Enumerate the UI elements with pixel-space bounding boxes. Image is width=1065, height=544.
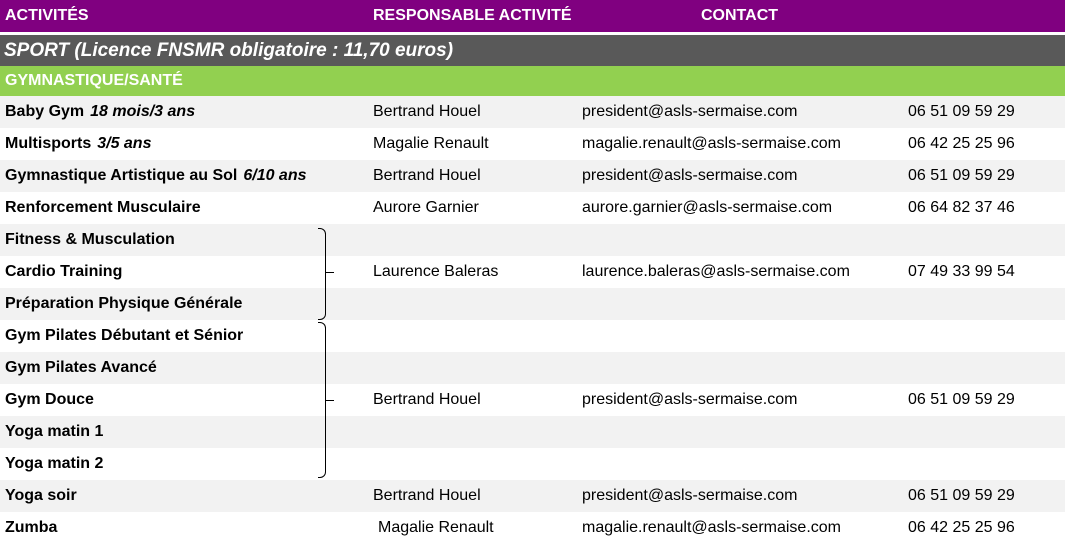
- activity-label: Cardio Training: [5, 263, 123, 280]
- contact-phone[interactable]: 06 42 25 25 96: [908, 519, 1015, 536]
- category-gymnastique: [0, 66, 1065, 96]
- contact-phone[interactable]: 06 51 09 59 29: [908, 487, 1015, 504]
- activity-name: [5, 103, 195, 121]
- activity-name: [5, 391, 100, 409]
- group-bracket-laurence-tick: [326, 272, 334, 273]
- activity-label: Yoga matin 2: [5, 455, 104, 472]
- table-row: [0, 160, 1065, 192]
- table-row: [0, 384, 1065, 416]
- responsable-name: Magalie Renault: [378, 519, 494, 536]
- table-row: [0, 256, 1065, 288]
- activity-name: [5, 359, 163, 377]
- activity-table: [0, 96, 1065, 544]
- activity-name: [5, 519, 63, 537]
- contact-email[interactable]: magalie.renault@asls-sermaise.com: [582, 135, 841, 152]
- table-row: [0, 448, 1065, 480]
- contact-phone[interactable]: 06 64 82 37 46: [908, 199, 1015, 216]
- activity-label: Yoga matin 1: [5, 423, 104, 440]
- category-title: GYMNASTIQUE/SANTÉ: [5, 72, 183, 89]
- contact-email[interactable]: magalie.renault@asls-sermaise.com: [582, 519, 841, 536]
- table-row: [0, 320, 1065, 352]
- activity-age: 18 mois/3 ans: [90, 103, 196, 120]
- activity-name: [5, 231, 181, 249]
- activity-name: [5, 327, 249, 345]
- activity-name: [5, 199, 207, 217]
- activity-label: Gym Pilates Avancé: [5, 359, 157, 376]
- group-bracket-bertrand: [318, 322, 326, 478]
- contact-phone[interactable]: 06 51 09 59 29: [908, 167, 1015, 184]
- responsable-name: Bertrand Houel: [373, 487, 481, 504]
- contact-email[interactable]: president@asls-sermaise.com: [582, 391, 798, 408]
- table-row: [0, 192, 1065, 224]
- responsable-name: Bertrand Houel: [373, 167, 481, 184]
- group-bracket-bertrand-tick: [326, 400, 334, 401]
- responsable-name: Bertrand Houel: [373, 391, 481, 408]
- activity-label: Yoga soir: [5, 487, 77, 504]
- contact-phone[interactable]: 06 51 09 59 29: [908, 391, 1015, 408]
- activity-label: Gym Pilates Débutant et Sénior: [5, 327, 244, 344]
- activity-label: Gymnastique Artistique au Sol: [5, 167, 238, 184]
- responsable-name: Laurence Baleras: [373, 263, 499, 280]
- activity-label: Multisports: [5, 135, 92, 152]
- table-row: [0, 512, 1065, 544]
- activity-name: [5, 487, 83, 505]
- table-row: [0, 288, 1065, 320]
- table-row: [0, 96, 1065, 128]
- header-contact: CONTACT: [701, 7, 779, 24]
- responsable-name: Bertrand Houel: [373, 103, 481, 120]
- table-row: [0, 352, 1065, 384]
- activity-name: [5, 135, 151, 153]
- responsable-name: Aurore Garnier: [373, 199, 479, 216]
- activity-name: [5, 167, 307, 185]
- contact-phone[interactable]: 06 42 25 25 96: [908, 135, 1015, 152]
- contact-email[interactable]: aurore.garnier@asls-sermaise.com: [582, 199, 833, 216]
- table-row: [0, 224, 1065, 256]
- header-responsable: RESPONSABLE ACTIVITÉ: [373, 7, 572, 24]
- contact-phone[interactable]: 06 51 09 59 29: [908, 103, 1015, 120]
- section-sport: [0, 35, 1065, 66]
- activity-name: [5, 263, 128, 281]
- table-row: [0, 128, 1065, 160]
- activity-label: Gym Douce: [5, 391, 94, 408]
- activity-label: Zumba: [5, 519, 58, 536]
- activity-name: [5, 295, 248, 313]
- responsable-name: Magalie Renault: [373, 135, 489, 152]
- contact-email[interactable]: president@asls-sermaise.com: [582, 103, 798, 120]
- activity-name: [5, 455, 109, 473]
- activity-age: 3/5 ans: [97, 135, 152, 152]
- table-header: [0, 0, 1065, 32]
- contact-email[interactable]: laurence.baleras@asls-sermaise.com: [582, 263, 850, 280]
- activity-age: 6/10 ans: [243, 167, 307, 184]
- contact-email[interactable]: president@asls-sermaise.com: [582, 487, 798, 504]
- contact-phone[interactable]: 07 49 33 99 54: [908, 263, 1015, 280]
- table-row: [0, 480, 1065, 512]
- activity-name: [5, 423, 109, 441]
- header-activites: ACTIVITÉS: [5, 7, 89, 24]
- activity-label: Renforcement Musculaire: [5, 199, 201, 216]
- activity-label: Baby Gym: [5, 103, 85, 120]
- group-bracket-laurence: [318, 228, 326, 320]
- section-title: SPORT (Licence FNSMR obligatoire : 11,70 euros): [4, 40, 454, 61]
- activity-label: Fitness & Musculation: [5, 231, 175, 248]
- contact-email[interactable]: president@asls-sermaise.com: [582, 167, 798, 184]
- table-row: [0, 416, 1065, 448]
- activity-label: Préparation Physique Générale: [5, 295, 243, 312]
